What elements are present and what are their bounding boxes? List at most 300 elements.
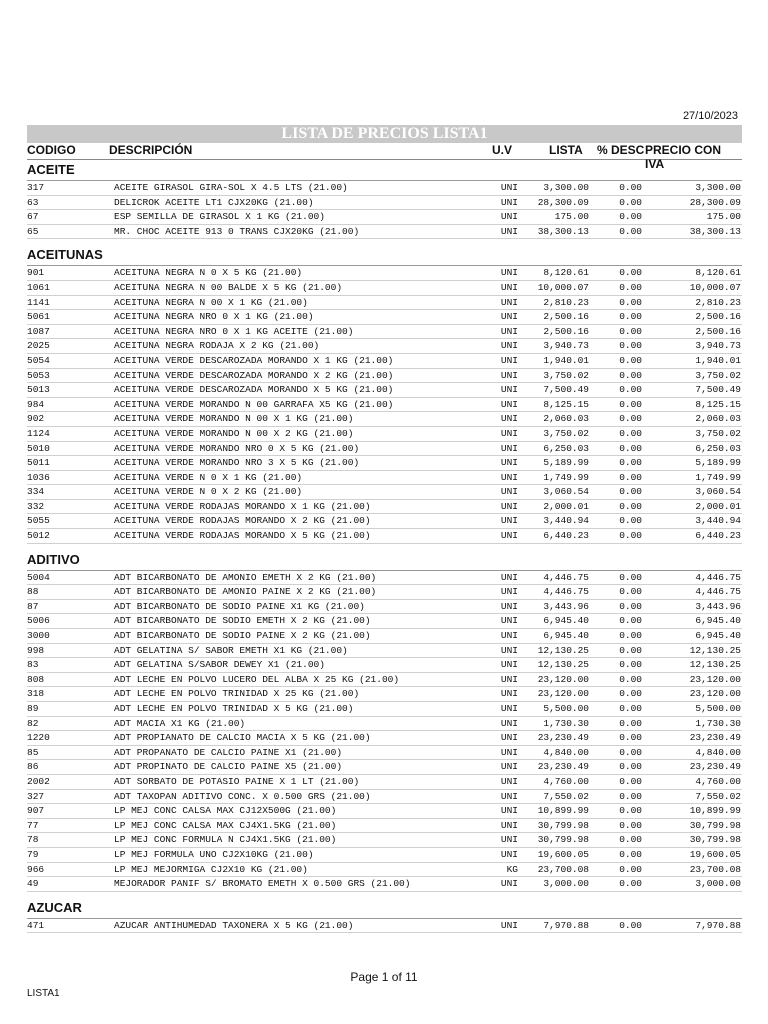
item-code: 49 <box>27 878 39 890</box>
item-price-with-iva: 4,760.00 <box>695 775 741 787</box>
header-descripcion: DESCRIPCIÓN <box>109 143 193 157</box>
item-unit: UNI <box>500 703 518 714</box>
item-price-with-iva: 4,840.00 <box>695 746 741 758</box>
item-discount: 0.00 <box>619 281 642 293</box>
item-discount: 0.00 <box>619 746 642 758</box>
item-list-price: 28,300.09 <box>537 196 589 208</box>
item-unit: UNI <box>500 761 518 773</box>
item-list-price: 175.00 <box>554 211 589 223</box>
item-list-price: 3,300.00 <box>543 182 589 193</box>
item-code: 808 <box>27 673 45 685</box>
item-list-price: 3,060.54 <box>543 486 589 498</box>
item-list-price: 4,840.00 <box>543 746 589 758</box>
item-unit: UNI <box>500 457 518 469</box>
header-codigo: CODIGO <box>27 143 76 157</box>
item-description: ADT SORBATO DE POTASIO PAINE X 1 LT (21.00) <box>114 775 360 787</box>
item-description: ACEITUNA VERDE MORANDO N 00 X 2 KG (21.00) <box>114 427 354 439</box>
table-row <box>27 585 742 600</box>
item-price-with-iva: 6,440.23 <box>695 530 741 542</box>
item-description: LP MEJ MEJORMIGA CJ2X10 KG (21.00) <box>114 863 308 875</box>
category-heading: ADITIVO <box>27 550 742 571</box>
item-description: ADT BICARBONATO DE AMONIO PAINE X 2 KG (21.00) <box>114 586 377 598</box>
item-code: 83 <box>27 659 39 671</box>
table-row <box>27 196 742 211</box>
item-code: 87 <box>27 600 39 612</box>
item-code: 63 <box>27 196 39 208</box>
item-price-with-iva: 4,446.75 <box>695 571 741 583</box>
item-price-with-iva: 5,189.99 <box>695 457 741 469</box>
table-row <box>27 325 742 340</box>
item-discount: 0.00 <box>619 457 642 469</box>
item-price-with-iva: 23,230.49 <box>689 732 741 744</box>
item-price-with-iva: 2,810.23 <box>695 296 741 308</box>
item-discount: 0.00 <box>619 600 642 612</box>
item-description: ADT LECHE EN POLVO TRINIDAD X 5 KG (21.00) <box>114 703 354 714</box>
item-unit: UNI <box>500 571 518 583</box>
item-code: 984 <box>27 398 45 410</box>
item-unit: UNI <box>500 600 518 612</box>
item-discount: 0.00 <box>619 863 642 875</box>
item-code: 5053 <box>27 369 50 381</box>
table-row <box>27 833 742 848</box>
item-unit: UNI <box>500 486 518 498</box>
item-description: ACEITUNA VERDE N 0 X 2 KG (21.00) <box>114 486 303 498</box>
item-unit: UNI <box>500 878 518 890</box>
item-unit: UNI <box>500 398 518 410</box>
item-list-price: 23,230.49 <box>537 761 589 773</box>
item-price-with-iva: 2,500.16 <box>695 325 741 337</box>
item-unit: UNI <box>500 182 518 193</box>
category-heading: ACEITE <box>27 160 742 181</box>
item-price-with-iva: 6,250.03 <box>695 442 741 454</box>
item-discount: 0.00 <box>619 834 642 846</box>
item-discount: 0.00 <box>619 688 642 700</box>
item-price-with-iva: 3,750.02 <box>695 427 741 439</box>
table-row <box>27 658 742 673</box>
item-price-with-iva: 8,120.61 <box>695 267 741 279</box>
table-row <box>27 571 742 586</box>
item-unit: UNI <box>500 515 518 527</box>
item-code: 79 <box>27 848 39 860</box>
item-unit: UNI <box>500 500 518 512</box>
table-row <box>27 369 742 384</box>
table-row <box>27 310 742 325</box>
item-discount: 0.00 <box>619 354 642 366</box>
item-list-price: 19,600.05 <box>537 848 589 860</box>
item-discount: 0.00 <box>619 659 642 671</box>
table-row <box>27 412 742 427</box>
item-description: ADT PROPIANATO DE CALCIO MACIA X 5 KG (21.00) <box>114 732 371 744</box>
table-row <box>27 456 742 471</box>
item-list-price: 10,899.99 <box>537 805 589 817</box>
item-list-price: 3,750.02 <box>543 427 589 439</box>
table-row <box>27 225 742 240</box>
item-discount: 0.00 <box>619 369 642 381</box>
item-code: 1087 <box>27 325 50 337</box>
item-price-with-iva: 3,443.96 <box>695 600 741 612</box>
item-code: 332 <box>27 500 45 512</box>
item-list-price: 2,500.16 <box>543 325 589 337</box>
item-description: ADT PROPINATO DE CALCIO PAINE X5 (21.00) <box>114 761 343 773</box>
item-description: ACEITUNA NEGRA NRO 0 X 1 KG ACEITE (21.00) <box>114 325 354 337</box>
item-list-price: 3,443.96 <box>543 600 589 612</box>
item-code: 5006 <box>27 615 50 627</box>
item-discount: 0.00 <box>619 182 642 193</box>
item-unit: UNI <box>500 281 518 293</box>
item-unit: UNI <box>500 427 518 439</box>
item-price-with-iva: 19,600.05 <box>689 848 741 860</box>
item-description: ACEITUNA VERDE DESCAROZADA MORANDO X 2 KG (21.00) <box>114 369 394 381</box>
item-code: 5004 <box>27 571 50 583</box>
item-unit: UNI <box>500 196 518 208</box>
item-discount: 0.00 <box>619 225 642 237</box>
item-price-with-iva: 1,940.01 <box>695 354 741 366</box>
item-discount: 0.00 <box>619 384 642 396</box>
item-discount: 0.00 <box>619 340 642 352</box>
item-unit: UNI <box>500 919 518 931</box>
table-row <box>27 471 742 486</box>
item-description: ADT BICARBONATO DE SODIO EMETH X 2 KG (21.00) <box>114 615 371 627</box>
item-price-with-iva: 175.00 <box>706 211 741 223</box>
item-list-price: 6,250.03 <box>543 442 589 454</box>
item-price-with-iva: 30,799.98 <box>689 819 741 831</box>
item-unit: UNI <box>500 615 518 627</box>
item-description: LP MEJ CONC CALSA MAX CJ12X500G (21.00) <box>114 805 337 817</box>
item-discount: 0.00 <box>619 471 642 483</box>
item-description: LP MEJ FORMULA UNO CJ2X10KG (21.00) <box>114 848 314 860</box>
item-price-with-iva: 1,749.99 <box>695 471 741 483</box>
table-row <box>27 673 742 688</box>
item-description: DELICROK ACEITE LT1 CJX20KG (21.00) <box>114 196 314 208</box>
item-list-price: 4,446.75 <box>543 586 589 598</box>
item-unit: UNI <box>500 311 518 323</box>
table-row <box>27 514 742 529</box>
item-unit: UNI <box>500 732 518 744</box>
item-code: 85 <box>27 746 39 758</box>
item-list-price: 2,060.03 <box>543 413 589 425</box>
item-list-price: 7,500.49 <box>543 384 589 396</box>
item-list-price: 6,945.40 <box>543 615 589 627</box>
item-discount: 0.00 <box>619 644 642 656</box>
item-price-with-iva: 23,700.08 <box>689 863 741 875</box>
item-price-with-iva: 5,500.00 <box>695 703 741 714</box>
table-row <box>27 354 742 369</box>
header-desc: % DESC <box>597 143 645 157</box>
item-unit: UNI <box>500 325 518 337</box>
item-description: ACEITUNA VERDE DESCAROZADA MORANDO X 5 KG (21.00) <box>114 384 394 396</box>
item-code: 89 <box>27 703 39 714</box>
item-description: ACEITUNA VERDE RODAJAS MORANDO X 5 KG (21.00) <box>114 530 371 542</box>
item-unit: UNI <box>500 586 518 598</box>
item-code: 318 <box>27 688 45 700</box>
item-price-with-iva: 1,730.30 <box>695 717 741 729</box>
report-title: LISTA DE PRECIOS LISTA1 <box>27 125 742 143</box>
table-row <box>27 427 742 442</box>
item-description: ACEITUNA VERDE MORANDO NRO 3 X 5 KG (21.00) <box>114 457 360 469</box>
table-row <box>27 529 742 544</box>
item-list-price: 3,440.94 <box>543 515 589 527</box>
item-discount: 0.00 <box>619 398 642 410</box>
item-code: 3000 <box>27 630 50 642</box>
item-price-with-iva: 3,440.94 <box>695 515 741 527</box>
item-description: ACEITUNA NEGRA N 0 X 5 KG (21.00) <box>114 267 303 279</box>
item-list-price: 7,970.88 <box>543 919 589 931</box>
item-discount: 0.00 <box>619 486 642 498</box>
item-discount: 0.00 <box>619 196 642 208</box>
item-price-with-iva: 2,060.03 <box>695 413 741 425</box>
item-list-price: 4,446.75 <box>543 571 589 583</box>
item-description: ADT TAXOPAN ADITIVO CONC. X 0.500 GRS (21.00) <box>114 790 371 802</box>
item-price-with-iva: 6,945.40 <box>695 630 741 642</box>
item-discount: 0.00 <box>619 211 642 223</box>
item-discount: 0.00 <box>619 805 642 817</box>
item-code: 5010 <box>27 442 50 454</box>
item-discount: 0.00 <box>619 296 642 308</box>
item-code: 82 <box>27 717 39 729</box>
item-code: 471 <box>27 919 45 931</box>
item-discount: 0.00 <box>619 427 642 439</box>
category-heading: AZUCAR <box>27 898 742 919</box>
item-description: ACEITUNA NEGRA NRO 0 X 1 KG (21.00) <box>114 311 314 323</box>
header-uv: U.V <box>492 143 513 157</box>
item-price-with-iva: 30,799.98 <box>689 834 741 846</box>
item-unit: UNI <box>500 340 518 352</box>
item-unit: UNI <box>500 834 518 846</box>
item-list-price: 5,189.99 <box>543 457 589 469</box>
item-list-price: 1,940.01 <box>543 354 589 366</box>
item-list-price: 8,120.61 <box>543 267 589 279</box>
item-price-with-iva: 38,300.13 <box>689 225 741 237</box>
item-price-with-iva: 23,120.00 <box>689 673 741 685</box>
table-row <box>27 281 742 296</box>
table-row <box>27 687 742 702</box>
item-unit: UNI <box>500 819 518 831</box>
item-code: 2025 <box>27 340 50 352</box>
item-code: 966 <box>27 863 45 875</box>
item-discount: 0.00 <box>619 919 642 931</box>
item-list-price: 6,440.23 <box>543 530 589 542</box>
item-discount: 0.00 <box>619 442 642 454</box>
item-discount: 0.00 <box>619 790 642 802</box>
item-description: ACEITE GIRASOL GIRA-SOL X 4.5 LTS (21.00) <box>114 182 348 193</box>
table-row <box>27 848 742 863</box>
item-code: 998 <box>27 644 45 656</box>
table-row <box>27 790 742 805</box>
table-row <box>27 181 742 196</box>
table-row <box>27 877 742 892</box>
item-unit: UNI <box>500 775 518 787</box>
item-unit: UNI <box>500 630 518 642</box>
table-row <box>27 746 742 761</box>
item-list-price: 2,000.01 <box>543 500 589 512</box>
item-code: 1124 <box>27 427 50 439</box>
item-unit: UNI <box>500 688 518 700</box>
item-list-price: 23,700.08 <box>537 863 589 875</box>
page-number: Page 1 of 11 <box>350 970 418 984</box>
item-unit: UNI <box>500 384 518 396</box>
item-discount: 0.00 <box>619 630 642 642</box>
item-list-price: 5,500.00 <box>543 703 589 714</box>
item-unit: UNI <box>500 746 518 758</box>
item-unit: UNI <box>500 225 518 237</box>
item-description: MEJORADOR PANIF S/ BROMATO EMETH X 0.500 GRS (21.00) <box>114 878 411 890</box>
table-row <box>27 775 742 790</box>
item-price-with-iva: 23,230.49 <box>689 761 741 773</box>
table-row <box>27 398 742 413</box>
item-list-price: 23,120.00 <box>537 673 589 685</box>
item-unit: UNI <box>500 354 518 366</box>
table-row <box>27 863 742 878</box>
item-code: 5055 <box>27 515 50 527</box>
item-description: ACEITUNA VERDE N 0 X 1 KG (21.00) <box>114 471 303 483</box>
item-code: 902 <box>27 413 45 425</box>
item-code: 327 <box>27 790 45 802</box>
table-row <box>27 485 742 500</box>
item-unit: UNI <box>500 211 518 223</box>
item-list-price: 1,730.30 <box>543 717 589 729</box>
item-description: ADT LECHE EN POLVO TRINIDAD X 25 KG (21.00) <box>114 688 360 700</box>
item-description: LP MEJ CONC FORMULA N CJ4X1.5KG (21.00) <box>114 834 337 846</box>
item-list-price: 23,120.00 <box>537 688 589 700</box>
item-discount: 0.00 <box>619 732 642 744</box>
item-description: ADT PROPANATO DE CALCIO PAINE X1 (21.00) <box>114 746 343 758</box>
item-unit: UNI <box>500 790 518 802</box>
item-price-with-iva: 3,750.02 <box>695 369 741 381</box>
item-description: ADT LECHE EN POLVO LUCERO DEL ALBA X 25 KG (21.00) <box>114 673 400 685</box>
item-list-price: 2,500.16 <box>543 311 589 323</box>
item-list-price: 8,125.15 <box>543 398 589 410</box>
item-list-price: 2,810.23 <box>543 296 589 308</box>
item-description: LP MEJ CONC CALSA MAX CJ4X1.5KG (21.00) <box>114 819 337 831</box>
table-row <box>27 717 742 732</box>
item-price-with-iva: 2,500.16 <box>695 311 741 323</box>
item-discount: 0.00 <box>619 325 642 337</box>
item-unit: UNI <box>500 296 518 308</box>
item-discount: 0.00 <box>619 717 642 729</box>
item-description: ADT BICARBONATO DE SODIO PAINE X 2 KG (21.00) <box>114 630 371 642</box>
item-list-price: 30,799.98 <box>537 819 589 831</box>
item-discount: 0.00 <box>619 615 642 627</box>
item-code: 1061 <box>27 281 50 293</box>
item-price-with-iva: 3,300.00 <box>695 182 741 193</box>
table-row <box>27 210 742 225</box>
item-unit: UNI <box>500 369 518 381</box>
item-discount: 0.00 <box>619 500 642 512</box>
item-description: ADT MACIA X1 KG (21.00) <box>114 717 246 729</box>
item-code: 2002 <box>27 775 50 787</box>
item-unit: UNI <box>500 644 518 656</box>
item-unit: UNI <box>500 848 518 860</box>
item-unit: UNI <box>500 805 518 817</box>
item-discount: 0.00 <box>619 673 642 685</box>
item-discount: 0.00 <box>619 515 642 527</box>
table-row <box>27 819 742 834</box>
item-code: 1220 <box>27 732 50 744</box>
item-price-with-iva: 10,000.07 <box>689 281 741 293</box>
item-description: ACEITUNA VERDE DESCAROZADA MORANDO X 1 KG (21.00) <box>114 354 394 366</box>
item-code: 65 <box>27 225 39 237</box>
item-unit: UNI <box>500 659 518 671</box>
table-row <box>27 919 742 934</box>
item-price-with-iva: 10,899.99 <box>689 805 741 817</box>
item-price-with-iva: 7,500.49 <box>695 384 741 396</box>
item-code: 86 <box>27 761 39 773</box>
item-price-with-iva: 3,000.00 <box>695 878 741 890</box>
table-row <box>27 731 742 746</box>
item-unit: UNI <box>500 267 518 279</box>
table-row <box>27 442 742 457</box>
item-description: ADT GELATINA S/SABOR DEWEY X1 (21.00) <box>114 659 325 671</box>
report-date: 27/10/2023 <box>682 110 738 122</box>
item-list-price: 12,130.25 <box>537 659 589 671</box>
item-code: 67 <box>27 211 39 223</box>
item-price-with-iva: 7,970.88 <box>695 919 741 931</box>
item-description: ACEITUNA VERDE MORANDO N 00 X 1 KG (21.00) <box>114 413 354 425</box>
item-price-with-iva: 3,060.54 <box>695 486 741 498</box>
item-list-price: 3,750.02 <box>543 369 589 381</box>
price-list <box>27 160 742 933</box>
item-price-with-iva: 12,130.25 <box>689 644 741 656</box>
item-discount: 0.00 <box>619 571 642 583</box>
item-code: 5061 <box>27 311 50 323</box>
item-list-price: 10,000.07 <box>537 281 589 293</box>
item-discount: 0.00 <box>619 530 642 542</box>
item-code: 77 <box>27 819 39 831</box>
item-unit: UNI <box>500 442 518 454</box>
item-list-price: 4,760.00 <box>543 775 589 787</box>
item-discount: 0.00 <box>619 586 642 598</box>
item-price-with-iva: 3,940.73 <box>695 340 741 352</box>
item-code: 901 <box>27 267 45 279</box>
table-row <box>27 644 742 659</box>
item-code: 5011 <box>27 457 50 469</box>
table-row <box>27 614 742 629</box>
item-description: ADT BICARBONATO DE SODIO PAINE X1 KG (21.00) <box>114 600 365 612</box>
item-list-price: 6,945.40 <box>543 630 589 642</box>
table-row <box>27 500 742 515</box>
item-description: ACEITUNA VERDE RODAJAS MORANDO X 1 KG (21.00) <box>114 500 371 512</box>
item-description: ACEITUNA NEGRA N 00 X 1 KG (21.00) <box>114 296 308 308</box>
item-description: ACEITUNA NEGRA RODAJA X 2 KG (21.00) <box>114 340 320 352</box>
item-code: 78 <box>27 834 39 846</box>
item-unit: UNI <box>500 413 518 425</box>
item-description: ACEITUNA NEGRA N 00 BALDE X 5 KG (21.00) <box>114 281 343 293</box>
table-row <box>27 600 742 615</box>
item-list-price: 38,300.13 <box>537 225 589 237</box>
item-price-with-iva: 4,446.75 <box>695 586 741 598</box>
table-row <box>27 383 742 398</box>
item-price-with-iva: 7,550.02 <box>695 790 741 802</box>
item-discount: 0.00 <box>619 775 642 787</box>
item-price-with-iva: 23,120.00 <box>689 688 741 700</box>
footer-label: LISTA1 <box>27 988 60 999</box>
item-code: 907 <box>27 805 45 817</box>
item-discount: 0.00 <box>619 311 642 323</box>
item-description: ACEITUNA VERDE RODAJAS MORANDO X 2 KG (21.00) <box>114 515 371 527</box>
item-list-price: 23,230.49 <box>537 732 589 744</box>
item-discount: 0.00 <box>619 819 642 831</box>
item-list-price: 3,000.00 <box>543 878 589 890</box>
item-discount: 0.00 <box>619 878 642 890</box>
item-unit: UNI <box>500 530 518 542</box>
table-row <box>27 629 742 644</box>
table-row <box>27 702 742 717</box>
item-description: ACEITUNA VERDE MORANDO NRO 0 X 5 KG (21.00) <box>114 442 360 454</box>
item-discount: 0.00 <box>619 413 642 425</box>
item-code: 1141 <box>27 296 50 308</box>
header-lista: LISTA <box>549 143 583 157</box>
item-unit: UNI <box>500 717 518 729</box>
